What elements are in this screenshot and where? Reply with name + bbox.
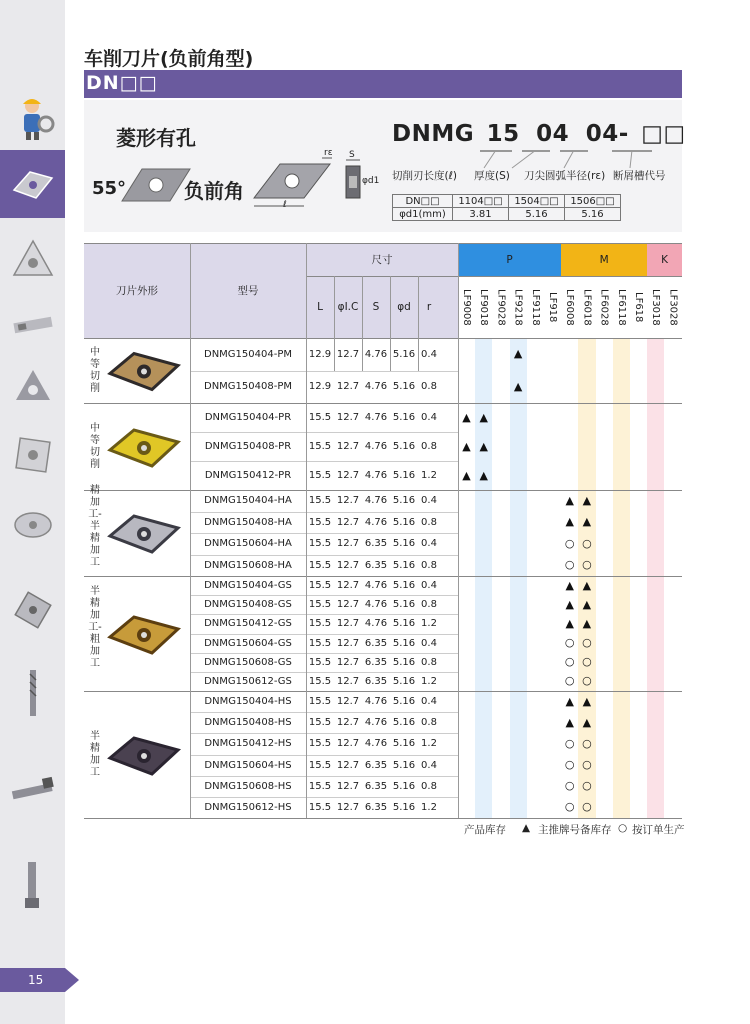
dim-cell: 4.76 bbox=[364, 516, 388, 528]
model-cell: DNMG150408-PM bbox=[204, 381, 292, 393]
grade-group-header: M bbox=[561, 243, 647, 276]
note-nose-radius: 刀尖圆弧半径(rε) bbox=[524, 170, 606, 182]
col-header-model: 型号 bbox=[237, 285, 259, 297]
dim-cell: 15.5 bbox=[308, 559, 332, 571]
dim-cell: 5.16 bbox=[392, 538, 416, 550]
tool-holder-icon[interactable] bbox=[8, 765, 58, 815]
shape-name: 菱形有孔 bbox=[116, 126, 196, 150]
dim-cell: 4.76 bbox=[364, 580, 388, 592]
model-cell: DNMG150408-HA bbox=[204, 516, 292, 528]
dim-cell: 0.4 bbox=[421, 759, 437, 771]
stock-mark: ○ bbox=[564, 636, 575, 650]
model-cell: DNMG150404-PM bbox=[204, 348, 292, 360]
dim-cell: 4.76 bbox=[364, 441, 388, 452]
body-column-line bbox=[458, 338, 459, 818]
dim-cell: 12.7 bbox=[336, 801, 360, 813]
dim-cell: 5.16 bbox=[392, 381, 416, 393]
stock-mark: ▲ bbox=[479, 410, 488, 424]
code-designation bbox=[392, 121, 686, 147]
code-underline-length bbox=[480, 150, 512, 152]
dim-cell: 15.5 bbox=[308, 470, 332, 481]
section-label: 半精加工 bbox=[90, 730, 100, 778]
grade-header: LF618 bbox=[633, 291, 644, 323]
section-line bbox=[84, 818, 682, 819]
stock-mark: ○ bbox=[564, 758, 575, 772]
dim-cell: 5.16 bbox=[392, 559, 416, 571]
dim-cell: 0.8 bbox=[421, 516, 437, 528]
dim-cell: 5.16 bbox=[392, 495, 416, 507]
dim-cell: 5.16 bbox=[392, 599, 416, 611]
stock-mark: ○ bbox=[582, 779, 592, 793]
model-cell: DNMG150404-GS bbox=[204, 580, 292, 592]
spec-header: 1506□□ bbox=[565, 195, 621, 208]
dim-cell: 12.7 bbox=[336, 675, 360, 687]
dim-cell: 12.7 bbox=[336, 656, 360, 668]
threading-insert-icon[interactable] bbox=[8, 362, 58, 412]
model-cell: DNMG150412-GS bbox=[204, 618, 292, 630]
dim-cell: 1.2 bbox=[421, 470, 437, 481]
grade-header: LF9118 bbox=[529, 288, 541, 326]
dim-cell: 15.5 bbox=[308, 441, 332, 452]
dim-cell: 4.76 bbox=[364, 381, 388, 393]
spec-cell: 5.16 bbox=[565, 208, 621, 221]
code-prefix: DNMG bbox=[392, 121, 475, 147]
insert-photo bbox=[104, 604, 184, 664]
legend-order-symbol: ○ bbox=[618, 822, 628, 834]
dim-cell: 4.76 bbox=[364, 599, 388, 611]
insert-diamond-icon bbox=[120, 165, 192, 205]
stock-mark: ▲ bbox=[565, 578, 574, 592]
legend-stock-text: 主推牌号备库存 bbox=[538, 824, 612, 836]
stock-mark: ▲ bbox=[513, 379, 523, 393]
dim-cell: 15.5 bbox=[308, 780, 332, 792]
stock-mark: ▲ bbox=[565, 694, 574, 708]
dim-cell: 4.76 bbox=[364, 348, 388, 360]
code-thickness: 04 bbox=[536, 121, 570, 147]
body-column-line bbox=[190, 338, 191, 818]
dim-header-3: φd bbox=[397, 301, 411, 313]
code-underline-breaker bbox=[612, 150, 652, 152]
dim-cell: 12.7 bbox=[336, 470, 360, 481]
stock-mark: ○ bbox=[582, 536, 592, 550]
spec-cell: φd1(mm) bbox=[393, 208, 453, 221]
dim-cell: 5.16 bbox=[392, 470, 416, 481]
drill-icon[interactable] bbox=[8, 860, 58, 910]
stock-mark: ▲ bbox=[582, 597, 592, 611]
stock-mark: ○ bbox=[564, 558, 575, 572]
dim-cell: 12.7 bbox=[336, 559, 360, 571]
grade-header: LF6018 bbox=[581, 288, 593, 326]
insert-table bbox=[84, 243, 682, 819]
dim-cell: 0.8 bbox=[421, 599, 437, 611]
dim-cell: 12.7 bbox=[336, 717, 360, 729]
dim-cell: 12.7 bbox=[336, 580, 360, 592]
dim-cell: 6.35 bbox=[364, 780, 388, 792]
round-insert-icon[interactable] bbox=[8, 500, 58, 550]
dim-cell: 0.8 bbox=[421, 441, 437, 452]
column-line bbox=[458, 243, 459, 338]
dim-cell: 12.7 bbox=[336, 348, 360, 360]
model-cell: DNMG150612-HS bbox=[204, 801, 292, 813]
dim-cell: 15.5 bbox=[308, 717, 332, 729]
stock-mark: ○ bbox=[564, 674, 575, 688]
dim-cell: 12.9 bbox=[308, 381, 332, 393]
dim-cell: 15.5 bbox=[308, 675, 332, 687]
model-cell: DNMG150408-HS bbox=[204, 717, 292, 729]
dim-cell: 15.5 bbox=[308, 656, 332, 668]
dim-cell: 1.2 bbox=[421, 675, 437, 687]
stock-mark: ○ bbox=[564, 800, 575, 814]
grade-header: LF9028 bbox=[495, 288, 507, 326]
dim-label-d1: φd1 bbox=[362, 176, 380, 186]
dim-cell: 15.5 bbox=[308, 738, 332, 750]
dim-cell: 0.8 bbox=[421, 381, 437, 393]
grade-header: LF6028 bbox=[598, 288, 610, 326]
stock-mark: ▲ bbox=[582, 493, 592, 507]
page-title: 车削刀片(负前角型) bbox=[84, 48, 254, 70]
model-cell: DNMG150408-PR bbox=[204, 441, 292, 452]
dim-cell: 0.4 bbox=[421, 637, 437, 649]
grade-header: LF9218 bbox=[512, 288, 524, 326]
stock-mark: ▲ bbox=[565, 616, 574, 630]
dim-cell: 0.4 bbox=[421, 412, 437, 423]
spec-header: DN□□ bbox=[393, 195, 453, 208]
dim-cell: 5.16 bbox=[392, 717, 416, 729]
grade-header: LF9018 bbox=[478, 288, 490, 326]
grooving-insert-icon[interactable] bbox=[8, 300, 58, 350]
dim-cell: 0.8 bbox=[421, 717, 437, 729]
dim-cell: 15.5 bbox=[308, 516, 332, 528]
dim-cell: 12.7 bbox=[336, 637, 360, 649]
insert-photo bbox=[104, 417, 184, 477]
stock-mark: ○ bbox=[564, 536, 575, 550]
code-breaker: □□ bbox=[641, 121, 686, 147]
dim-cell: 12.7 bbox=[336, 412, 360, 423]
dim-cell: 0.4 bbox=[421, 696, 437, 708]
stock-mark: ▲ bbox=[582, 694, 592, 708]
dim-cell: 5.16 bbox=[392, 580, 416, 592]
dim-cell: 12.7 bbox=[336, 696, 360, 708]
dim-cell: 15.5 bbox=[308, 538, 332, 550]
model-cell: DNMG150412-PR bbox=[204, 470, 292, 481]
note-chipbreaker: 断屑槽代号 bbox=[613, 170, 666, 182]
grade-header: LF3018 bbox=[650, 288, 662, 326]
dim-cell: 12.7 bbox=[336, 759, 360, 771]
dim-cell: 6.35 bbox=[364, 675, 388, 687]
dim-cell: 0.8 bbox=[421, 780, 437, 792]
dim-cell: 5.16 bbox=[392, 618, 416, 630]
dim-label-re: rε bbox=[324, 148, 333, 158]
dim-cell: 4.76 bbox=[364, 495, 388, 507]
column-line bbox=[306, 243, 307, 338]
insert-photo bbox=[104, 503, 184, 563]
dim-cell: 12.7 bbox=[336, 441, 360, 452]
dim-cell: 15.5 bbox=[308, 637, 332, 649]
dim-cell: 12.9 bbox=[308, 348, 332, 360]
dim-cell: 0.4 bbox=[421, 495, 437, 507]
dim-cell: 12.7 bbox=[336, 538, 360, 550]
dim-cell: 0.8 bbox=[421, 559, 437, 571]
code-underline-radius bbox=[560, 150, 588, 152]
section-band bbox=[84, 70, 682, 98]
stock-mark: ○ bbox=[582, 736, 592, 750]
dim-cell: 15.5 bbox=[308, 580, 332, 592]
stock-mark: ○ bbox=[564, 736, 575, 750]
dim-cell: 12.7 bbox=[336, 780, 360, 792]
note-edge-length: 切削刃长度(ℓ) bbox=[392, 170, 458, 182]
spec-header: 1504□□ bbox=[509, 195, 565, 208]
dim-cell: 5.16 bbox=[392, 441, 416, 452]
model-cell: DNMG150608-HS bbox=[204, 780, 292, 792]
model-cell: DNMG150612-GS bbox=[204, 675, 292, 687]
stock-mark: ○ bbox=[582, 800, 592, 814]
dim-cell: 6.35 bbox=[364, 801, 388, 813]
grade-header: LF3028 bbox=[667, 288, 679, 326]
dim-cell: 15.5 bbox=[308, 618, 332, 630]
dim-cell: 6.35 bbox=[364, 637, 388, 649]
stock-mark: ▲ bbox=[462, 439, 471, 453]
grade-column-stripe bbox=[647, 338, 664, 818]
dim-label-s: S bbox=[349, 150, 355, 160]
dim-header-1: φI.C bbox=[337, 301, 359, 313]
page-number: 15 bbox=[0, 968, 65, 992]
dim-cell: 4.76 bbox=[364, 738, 388, 750]
dim-cell: 0.4 bbox=[421, 348, 437, 360]
section-label: 中等切削 bbox=[90, 422, 100, 470]
model-cell: DNMG150604-HS bbox=[204, 759, 292, 771]
dim-cell: 1.2 bbox=[421, 738, 437, 750]
dim-cell: 1.2 bbox=[421, 801, 437, 813]
stock-mark: ○ bbox=[564, 779, 575, 793]
dim-cell: 1.2 bbox=[421, 618, 437, 630]
model-cell: DNMG150404-PR bbox=[204, 412, 292, 423]
trigon-insert-icon[interactable] bbox=[8, 235, 58, 285]
stock-mark: ▲ bbox=[479, 468, 488, 482]
stock-mark: ▲ bbox=[582, 715, 592, 729]
dim-header-2: S bbox=[372, 301, 380, 313]
code-underline-thickness bbox=[522, 150, 550, 152]
grade-column-stripe bbox=[613, 338, 630, 818]
stock-mark: ▲ bbox=[565, 515, 574, 529]
dim-cell: 5.16 bbox=[392, 738, 416, 750]
dim-cell: 12.7 bbox=[336, 381, 360, 393]
dim-header-4: r bbox=[426, 301, 432, 313]
dim-cell: 12.7 bbox=[336, 516, 360, 528]
dim-cell: 5.16 bbox=[392, 348, 416, 360]
dim-cell: 0.4 bbox=[421, 538, 437, 550]
body-column-line bbox=[306, 338, 307, 818]
spec-cell: 3.81 bbox=[453, 208, 509, 221]
model-cell: DNMG150604-GS bbox=[204, 637, 292, 649]
model-cell: DNMG150404-HS bbox=[204, 696, 292, 708]
stock-mark: ▲ bbox=[582, 616, 592, 630]
section-label: 半精加工-粗加工 bbox=[88, 585, 102, 669]
worker-gear-icon[interactable] bbox=[8, 92, 58, 142]
grade-header: LF918 bbox=[547, 291, 558, 323]
dim-cell: 12.7 bbox=[336, 495, 360, 507]
insert-photo bbox=[104, 725, 184, 785]
stock-mark: ○ bbox=[582, 674, 592, 688]
stock-mark: ○ bbox=[582, 655, 592, 669]
spec-header: 1104□□ bbox=[453, 195, 509, 208]
spec-cell: 5.16 bbox=[509, 208, 565, 221]
section-title: DN□□ bbox=[86, 72, 158, 94]
hole-diameter-table bbox=[392, 194, 621, 221]
dim-cell: 12.7 bbox=[336, 599, 360, 611]
dim-cell: 6.35 bbox=[364, 559, 388, 571]
stock-mark: ▲ bbox=[582, 515, 592, 529]
dim-cell: 4.76 bbox=[364, 717, 388, 729]
model-cell: DNMG150604-HA bbox=[204, 538, 292, 550]
col-header-dimensions: 尺寸 bbox=[371, 254, 393, 266]
stock-mark: ▲ bbox=[513, 347, 523, 361]
legend-title: 产品库存 bbox=[464, 824, 506, 836]
stock-mark: ▲ bbox=[479, 439, 488, 453]
dim-cell: 5.16 bbox=[392, 780, 416, 792]
dim-label-l: ℓ bbox=[283, 200, 287, 210]
note-thickness: 厚度(S) bbox=[474, 170, 510, 182]
stock-mark: ○ bbox=[582, 636, 592, 650]
dim-cell: 15.5 bbox=[308, 412, 332, 423]
insert-photo bbox=[104, 343, 184, 398]
legend-stock-symbol: ▲ bbox=[522, 822, 531, 834]
dim-cell: 5.16 bbox=[392, 656, 416, 668]
model-cell: DNMG150408-GS bbox=[204, 599, 292, 611]
dim-cell: 5.16 bbox=[392, 675, 416, 687]
model-cell: DNMG150608-GS bbox=[204, 656, 292, 668]
legend-order-text: 按订单生产 bbox=[632, 824, 685, 836]
dim-cell: 0.8 bbox=[421, 656, 437, 668]
column-line bbox=[190, 243, 191, 338]
insert-angle: 55° bbox=[92, 178, 127, 199]
dim-cell: 15.5 bbox=[308, 599, 332, 611]
dim-cell: 6.35 bbox=[364, 656, 388, 668]
dim-cell: 6.35 bbox=[364, 759, 388, 771]
model-cell: DNMG150412-HS bbox=[204, 738, 292, 750]
dim-cell: 0.4 bbox=[421, 580, 437, 592]
dim-cell: 5.16 bbox=[392, 412, 416, 423]
dim-cell: 6.35 bbox=[364, 538, 388, 550]
grade-column-stripe bbox=[510, 338, 527, 818]
stock-mark: ▲ bbox=[565, 597, 574, 611]
dim-cell: 15.5 bbox=[308, 696, 332, 708]
dim-cell: 5.16 bbox=[392, 696, 416, 708]
stock-mark: ▲ bbox=[565, 493, 574, 507]
dim-cell: 12.7 bbox=[336, 618, 360, 630]
dim-cell: 15.5 bbox=[308, 759, 332, 771]
dim-cell: 15.5 bbox=[308, 801, 332, 813]
end-mill-icon[interactable] bbox=[8, 668, 58, 718]
milling-insert-icon[interactable] bbox=[8, 585, 58, 635]
code-radius: 04- bbox=[585, 121, 629, 147]
stock-mark: ○ bbox=[564, 655, 575, 669]
stock-mark: ▲ bbox=[582, 578, 592, 592]
stock-mark: ▲ bbox=[565, 715, 574, 729]
rhombic-insert-icon[interactable] bbox=[8, 160, 58, 210]
dim-cell: 4.76 bbox=[364, 412, 388, 423]
dim-cell: 4.76 bbox=[364, 470, 388, 481]
stock-mark: ○ bbox=[582, 558, 592, 572]
code-length: 15 bbox=[486, 121, 520, 147]
grade-header: LF6008 bbox=[564, 288, 576, 326]
dim-cell: 4.76 bbox=[364, 618, 388, 630]
dim-cell: 4.76 bbox=[364, 696, 388, 708]
grade-group-header: P bbox=[458, 243, 561, 276]
stock-mark: ▲ bbox=[462, 468, 471, 482]
stock-mark: ▲ bbox=[462, 410, 471, 424]
dim-header-0: L bbox=[317, 301, 323, 313]
section-label: 精加工-半精加工 bbox=[88, 485, 102, 568]
dim-cell: 5.16 bbox=[392, 516, 416, 528]
dim-cell: 5.16 bbox=[392, 637, 416, 649]
model-cell: DNMG150608-HA bbox=[204, 559, 292, 571]
grade-header: LF9008 bbox=[461, 288, 472, 326]
grade-header: LF6118 bbox=[615, 288, 627, 326]
dim-cell: 15.5 bbox=[308, 495, 332, 507]
header-line bbox=[84, 243, 682, 244]
grade-group-header: K bbox=[647, 243, 682, 276]
dim-cell: 12.7 bbox=[336, 738, 360, 750]
dim-cell: 5.16 bbox=[392, 759, 416, 771]
section-label: 中等切削 bbox=[90, 346, 100, 394]
square-insert-icon[interactable] bbox=[8, 430, 58, 480]
stock-mark: ○ bbox=[582, 758, 592, 772]
dim-cell: 5.16 bbox=[392, 801, 416, 813]
model-cell: DNMG150404-HA bbox=[204, 495, 292, 507]
col-header-shape: 刀片外形 bbox=[116, 285, 158, 297]
rake-type: 负前角 bbox=[184, 179, 244, 203]
